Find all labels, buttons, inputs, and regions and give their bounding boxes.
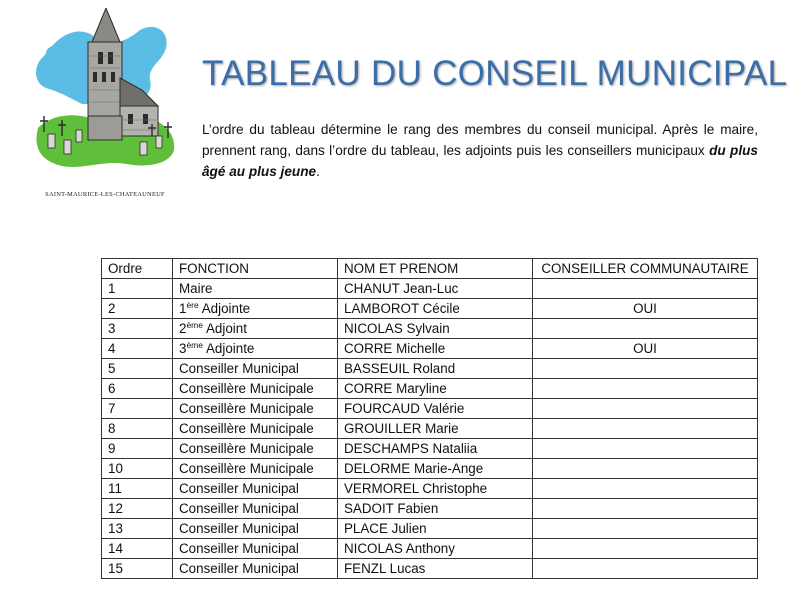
fonction-text: Conseiller Municipal <box>179 561 299 576</box>
cell-conseiller-communautaire <box>533 519 758 539</box>
intro-end: . <box>316 164 320 179</box>
header-ordre: Ordre <box>102 259 173 279</box>
cell-conseiller-communautaire: OUI <box>533 339 758 359</box>
cell-fonction <box>173 539 338 559</box>
cell-nom-prenom: DELORME Marie-Ange <box>338 459 533 479</box>
fonction-title: Adjointe <box>203 341 255 356</box>
fonction-ordinal-suffix: ème <box>186 320 203 330</box>
cell-conseiller-communautaire <box>533 439 758 459</box>
cell-ordre: 10 <box>102 459 173 479</box>
header-nom: NOM ET PRENOM <box>338 259 533 279</box>
table-row <box>102 519 758 539</box>
cell-ordre: 3 <box>102 319 173 339</box>
fonction-text: 2 <box>179 321 187 336</box>
cell-ordre: 14 <box>102 539 173 559</box>
cell-nom-prenom: LAMBOROT Cécile <box>338 299 533 319</box>
fonction-ordinal-suffix: ème <box>186 340 203 350</box>
table-row <box>102 439 758 459</box>
cell-ordre: 6 <box>102 379 173 399</box>
cell-nom-prenom: CORRE Maryline <box>338 379 533 399</box>
header-fonction: FONCTION <box>173 259 338 279</box>
fonction-text: Conseillère Municipale <box>179 441 314 456</box>
cell-fonction <box>173 419 338 439</box>
council-table-body <box>102 279 758 579</box>
cell-nom-prenom: BASSEUIL Roland <box>338 359 533 379</box>
cell-conseiller-communautaire <box>533 559 758 579</box>
cell-conseiller-communautaire: OUI <box>533 299 758 319</box>
cell-nom-prenom: DESCHAMPS Nataliia <box>338 439 533 459</box>
fonction-title: Adjoint <box>203 321 247 336</box>
cell-conseiller-communautaire <box>533 459 758 479</box>
cell-ordre: 8 <box>102 419 173 439</box>
cell-nom-prenom: PLACE Julien <box>338 519 533 539</box>
council-table <box>101 258 758 579</box>
cell-fonction <box>173 319 338 339</box>
cell-fonction <box>173 479 338 499</box>
table-row <box>102 539 758 559</box>
fonction-text: Conseiller Municipal <box>179 521 299 536</box>
fonction-text: 3 <box>179 341 187 356</box>
table-row <box>102 459 758 479</box>
fonction-text: 1 <box>179 301 187 316</box>
table-row <box>102 319 758 339</box>
fonction-text: Conseiller Municipal <box>179 501 299 516</box>
table-row <box>102 379 758 399</box>
cell-ordre: 2 <box>102 299 173 319</box>
header-conseiller-communautaire: CONSEILLER COMMUNAUTAIRE <box>533 259 758 279</box>
table-row <box>102 279 758 299</box>
table-row <box>102 559 758 579</box>
cell-nom-prenom: CORRE Michelle <box>338 339 533 359</box>
cell-conseiller-communautaire <box>533 539 758 559</box>
table-header-row <box>102 259 758 279</box>
cell-fonction <box>173 299 338 319</box>
fonction-text: Conseillère Municipale <box>179 381 314 396</box>
cell-nom-prenom: VERMOREL Christophe <box>338 479 533 499</box>
church-logo-illustration <box>30 8 180 188</box>
cell-conseiller-communautaire <box>533 319 758 339</box>
table-row <box>102 499 758 519</box>
cell-ordre: 13 <box>102 519 173 539</box>
table-row <box>102 399 758 419</box>
intro-text: L’ordre du tableau détermine le rang des membres du conseil municipal. Après le maire, prennent rang, dans l’ordre du tableau, les adjoints puis les conseillers municipaux <box>202 122 758 158</box>
intro-paragraph <box>202 119 758 182</box>
cell-ordre: 5 <box>102 359 173 379</box>
fonction-title: Adjointe <box>198 301 251 316</box>
cell-nom-prenom: SADOIT Fabien <box>338 499 533 519</box>
cell-conseiller-communautaire <box>533 399 758 419</box>
cell-nom-prenom: CHANUT Jean-Luc <box>338 279 533 299</box>
cell-conseiller-communautaire <box>533 419 758 439</box>
cell-ordre: 9 <box>102 439 173 459</box>
cell-conseiller-communautaire <box>533 499 758 519</box>
cell-fonction <box>173 559 338 579</box>
table-row <box>102 479 758 499</box>
cell-ordre: 4 <box>102 339 173 359</box>
cell-conseiller-communautaire <box>533 279 758 299</box>
cell-ordre: 12 <box>102 499 173 519</box>
table-row <box>102 419 758 439</box>
cell-fonction <box>173 459 338 479</box>
fonction-text: Conseiller Municipal <box>179 361 299 376</box>
cell-nom-prenom: NICOLAS Anthony <box>338 539 533 559</box>
municipality-logo <box>30 8 180 200</box>
table-row <box>102 299 758 319</box>
cell-nom-prenom: GROUILLER Marie <box>338 419 533 439</box>
logo-caption: SAINT-MAURICE-LES-CHATEAUNEUF <box>45 191 165 198</box>
cell-fonction <box>173 279 338 299</box>
cell-ordre: 11 <box>102 479 173 499</box>
fonction-text: Conseillère Municipale <box>179 421 314 436</box>
page-title: TABLEAU DU CONSEIL MUNICIPAL <box>202 54 788 93</box>
cell-fonction <box>173 399 338 419</box>
fonction-text: Maire <box>179 281 213 296</box>
cell-ordre: 7 <box>102 399 173 419</box>
cell-fonction <box>173 359 338 379</box>
table-row <box>102 359 758 379</box>
cell-nom-prenom: FOURCAUD Valérie <box>338 399 533 419</box>
cell-fonction <box>173 499 338 519</box>
fonction-text: Conseiller Municipal <box>179 481 299 496</box>
cell-conseiller-communautaire <box>533 479 758 499</box>
cell-ordre: 1 <box>102 279 173 299</box>
cell-fonction <box>173 439 338 459</box>
cell-fonction <box>173 379 338 399</box>
fonction-text: Conseiller Municipal <box>179 541 299 556</box>
cell-nom-prenom: NICOLAS Sylvain <box>338 319 533 339</box>
fonction-ordinal-suffix: ère <box>186 300 199 310</box>
table-row <box>102 339 758 359</box>
cell-conseiller-communautaire <box>533 359 758 379</box>
cell-fonction <box>173 519 338 539</box>
intro-emphasis: du plus âgé au plus jeune <box>202 143 758 179</box>
cell-fonction <box>173 339 338 359</box>
fonction-text: Conseillère Municipale <box>179 401 314 416</box>
fonction-text: Conseillère Municipale <box>179 461 314 476</box>
cell-ordre: 15 <box>102 559 173 579</box>
cell-nom-prenom: FENZL Lucas <box>338 559 533 579</box>
cell-conseiller-communautaire <box>533 379 758 399</box>
